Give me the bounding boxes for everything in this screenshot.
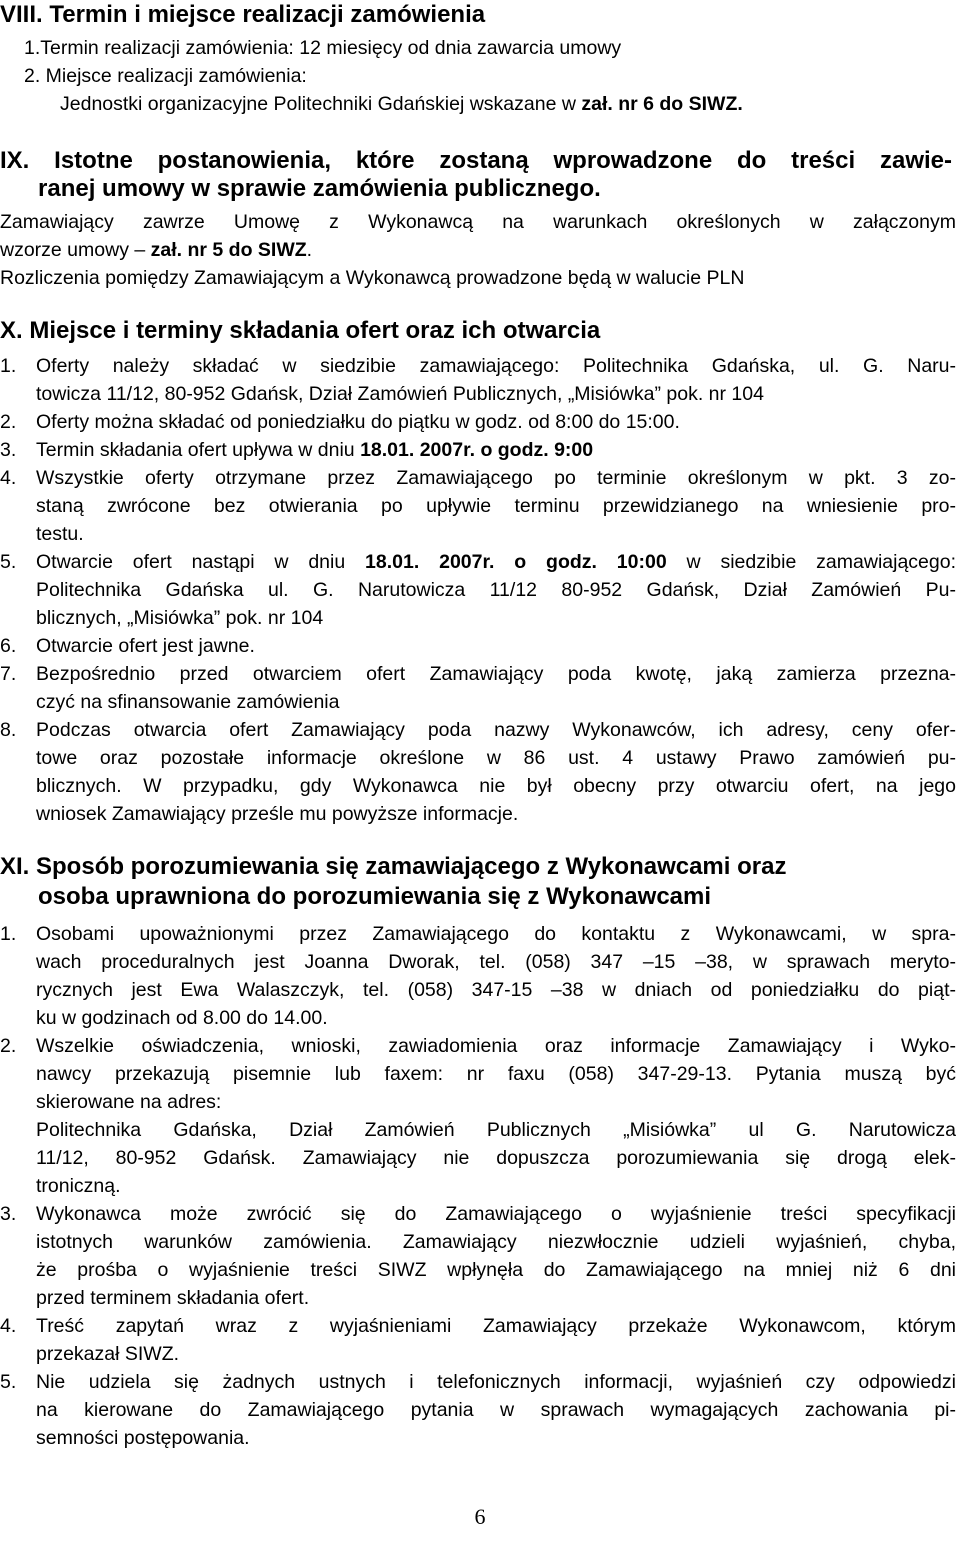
section-11-item-5-end: semności postępowania. xyxy=(36,1427,250,1449)
section-11-item-2-end: troniczną. xyxy=(36,1175,121,1197)
section-11-item-1: Osobami upoważnionymi przez Zamawiającego do kontaktu z Wykonawcami, w spra- xyxy=(36,923,956,945)
section-9-para-1-cont xyxy=(0,238,312,262)
section-10-item-8: Podczas otwarcia ofert Zamawiający poda nazwy Wykonawców, ich adresy, ceny ofer- xyxy=(36,719,956,741)
deadline-text: Termin składania ofert upływa w dniu xyxy=(36,439,361,461)
section-11-item-3-cont: istotnych warunków zamówienia. Zamawiający niezwłocznie udzieli wyjaśnień, chyba, xyxy=(36,1231,956,1253)
item-number: 4. xyxy=(0,1315,17,1337)
section-11-item-5: Nie udziela się żadnych ustnych i telefonicznych informacji, wyjaśnień czy odpowiedzi xyxy=(36,1371,956,1393)
section-10-item-4-end: testu. xyxy=(36,523,84,545)
section-11-item-2-cont: nawcy przekazują pisemnie lub faxem: nr faxu (058) 347-29-13. Pytania muszą być xyxy=(36,1063,956,1085)
attachment-ref: zał. nr 6 do SIWZ. xyxy=(581,93,743,115)
section-11-item-4: Treść zapytań wraz z wyjaśnieniami Zamawiający przekaże Wykonawcom, którym xyxy=(36,1315,956,1337)
section-10-item-8-end: wniosek Zamawiający prześle mu powyższe informacje. xyxy=(36,803,519,825)
section-9-para-1: Zamawiający zawrze Umowę z Wykonawcą na warunkach określonych w załączonym xyxy=(0,211,956,233)
section-9-heading-cont: ranej umowy w sprawie zamówienia publicznego. xyxy=(38,175,601,202)
item-number: 4. xyxy=(0,467,17,489)
section-11-item-2-cont-2: skierowane na adres: xyxy=(36,1091,222,1113)
section-10-item-4: Wszystkie oferty otrzymane przez Zamawiającego po terminie określonym w pkt. 3 zo- xyxy=(36,467,956,489)
contract-text: wzorze umowy – xyxy=(0,239,151,261)
section-10-item-8-cont-2: blicznych. W przypadku, gdy Wykonawca nie był obecny przy otwarciu ofert, na jego xyxy=(36,775,956,797)
section-8-item-2: 2. Miejsce realizacji zamówienia: xyxy=(24,65,307,87)
attachment-ref: zał. nr 5 do SIWZ xyxy=(150,239,307,261)
section-11-item-4-end: przekazał SIWZ. xyxy=(36,1343,180,1365)
item-number: 2. xyxy=(0,411,17,433)
section-10-item-4-cont: staną zwrócone bez otwierania po upływie terminu przewidzianego na wniesienie pro- xyxy=(36,495,956,517)
section-10-item-6: Otwarcie ofert jest jawne. xyxy=(36,635,255,657)
item-number: 1. xyxy=(0,355,17,377)
section-9-heading: IX. Istotne postanowienia, które zostaną wprowadzone do treści zawie- xyxy=(0,147,952,174)
section-9-para-2: Rozliczenia pomiędzy Zamawiającym a Wykonawcą prowadzone będą w walucie PLN xyxy=(0,267,745,289)
section-11-item-3: Wykonawca może zwrócić się do Zamawiającego o wyjaśnienie treści specyfikacji xyxy=(36,1203,956,1225)
item-number: 5. xyxy=(0,1371,17,1393)
item-number: 3. xyxy=(0,1203,17,1225)
opening-place: w siedzibie zamawiającego: xyxy=(666,551,956,573)
section-11-item-1-cont-2: rycznych jest Ewa Walaszczyk, tel. (058) 347-15 –38 w dniach od poniedziałku do piąt- xyxy=(36,979,956,1001)
section-10-item-5 xyxy=(36,550,956,574)
section-10-item-5-cont: Politechnika Gdańska ul. G. Narutowicza 11/12 80-952 Gdańsk, Dział Zamówień Pu- xyxy=(36,579,956,601)
section-8-heading: VIII. Termin i miejsce realizacji zamówienia xyxy=(0,1,486,28)
section-11-item-2-address: Politechnika Gdańska, Dział Zamówień Publicznych „Misiówka” ul G. Narutowicza xyxy=(36,1119,956,1141)
period: . xyxy=(306,239,313,261)
section-11-heading-cont: osoba uprawniona do porozumiewania się z Wykonawcami xyxy=(38,883,712,910)
section-10-item-5-end: blicznych, „Misiówka” pok. nr 104 xyxy=(36,607,324,629)
section-8-item-1: 1.Termin realizacji zamówienia: 12 miesięcy od dnia zawarcia umowy xyxy=(24,37,622,59)
item-number: 7. xyxy=(0,663,17,685)
location-text: Jednostki organizacyjne Politechniki Gdańskiej wskazane w xyxy=(60,93,582,115)
section-10-item-1-cont: towicza 11/12, 80-952 Gdańsk, Dział Zamówień Publicznych, „Misiówka” pok. nr 104 xyxy=(36,383,764,405)
section-11-heading: XI. Sposób porozumiewania się zamawiającego z Wykonawcami oraz xyxy=(0,853,787,880)
section-11-item-1-end: ku w godzinach od 8.00 do 14.00. xyxy=(36,1007,328,1029)
item-number: 6. xyxy=(0,635,17,657)
section-8-item-2-location xyxy=(60,92,743,116)
section-10-item-1: Oferty należy składać w siedzibie zamawiającego: Politechnika Gdańska, ul. G. Naru- xyxy=(36,355,956,377)
item-number: 2. xyxy=(0,1035,17,1057)
opening-text: Otwarcie ofert nastąpi w dniu xyxy=(36,551,366,573)
section-10-item-7-cont: czyć na sfinansowanie zamówienia xyxy=(36,691,340,713)
section-11-item-2: Wszelkie oświadczenia, wnioski, zawiadomienia oraz informacje Zamawiający i Wyko- xyxy=(36,1035,956,1057)
item-number: 8. xyxy=(0,719,17,741)
section-11-item-3-cont-2: że prośba o wyjaśnienie treści SIWZ wpłynęła do Zamawiającego na mniej niż 6 dni xyxy=(36,1259,956,1281)
section-10-item-8-cont: towe oraz pozostałe informacje określone w 86 ust. 4 ustawy Prawo zamówień pu- xyxy=(36,747,956,769)
opening-date: 18.01. 2007r. o godz. 10:00 xyxy=(365,551,667,573)
section-10-item-2: Oferty można składać od poniedziałku do piątku w godz. od 8:00 do 15:00. xyxy=(36,411,680,433)
section-10-item-3 xyxy=(36,438,593,462)
section-11-item-2-address-cont: 11/12, 80-952 Gdańsk. Zamawiający nie dopuszcza porozumiewania się drogą elek- xyxy=(36,1147,956,1169)
item-number: 1. xyxy=(0,923,17,945)
section-11-item-3-end: przed terminem składania ofert. xyxy=(36,1287,310,1309)
section-10-heading: X. Miejsce i terminy składania ofert oraz ich otwarcia xyxy=(0,317,601,344)
deadline-date: 18.01. 2007r. o godz. 9:00 xyxy=(360,439,594,461)
item-number: 3. xyxy=(0,439,17,461)
section-10-item-7: Bezpośrednio przed otwarciem ofert Zamawiający poda kwotę, jaką zamierza przezna- xyxy=(36,663,956,685)
section-11-item-1-cont: wach proceduralnych jest Joanna Dworak, tel. (058) 347 –15 –38, w sprawach meryto- xyxy=(36,951,956,973)
section-11-item-5-cont: na kierowane do Zamawiającego pytania w sprawach wymagających zachowania pi- xyxy=(36,1399,956,1421)
item-number: 5. xyxy=(0,551,17,573)
page-number: 6 xyxy=(474,1504,486,1529)
